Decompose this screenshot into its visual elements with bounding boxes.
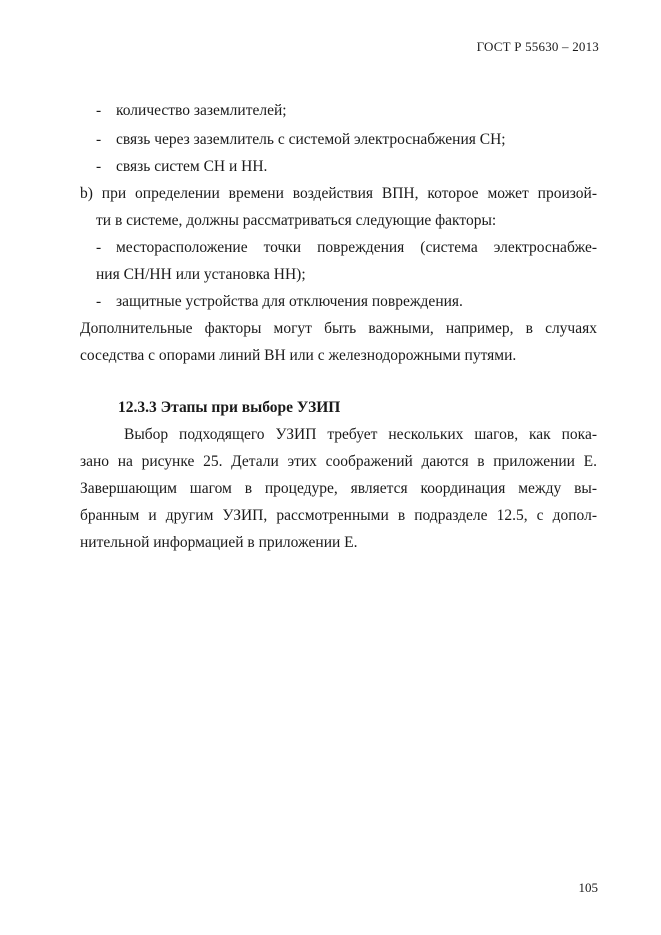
section-heading: 12.3.3 Этапы при выборе УЗИП xyxy=(118,399,341,416)
list-item xyxy=(96,238,597,258)
paragraph-line: Дополнительные факторы могут быть важными, например, в случаях xyxy=(80,320,597,337)
paragraph-line: нительной информацией в приложении Е. xyxy=(80,534,358,551)
paragraph-line: соседства с опорами линий ВН или с железнодорожными путями. xyxy=(80,347,517,364)
list-item-text: количество заземлителей; xyxy=(116,102,287,119)
list-item-continuation: ния СН/НН или установка НН); xyxy=(96,266,306,283)
page-number: 105 xyxy=(578,880,598,895)
paragraph-line: бранным и другим УЗИП, рассмотренными в подразделе 12.5, с допол- xyxy=(80,507,597,524)
list-item xyxy=(96,101,613,121)
paragraph-line: Завершающим шагом в процедуре, является координация между вы- xyxy=(80,480,597,497)
list-item-text: месторасположение точки повреждения (система электроснабже- xyxy=(116,239,597,256)
dash-marker: - xyxy=(96,293,102,310)
dash-marker: - xyxy=(96,102,102,119)
paragraph-line: Выбор подходящего УЗИП требует нескольких шагов, как пока- xyxy=(124,426,597,443)
list-item xyxy=(96,157,613,177)
list-item xyxy=(96,130,613,150)
list-item-text: защитные устройства для отключения повреждения. xyxy=(116,293,463,310)
list-item xyxy=(96,292,597,312)
item-b-line-2: ти в системе, должны рассматриваться следующие факторы: xyxy=(96,212,497,229)
dash-marker: - xyxy=(96,158,102,175)
item-b-line-1: b) при определении времени воздействия ВПН, которое может произой- xyxy=(80,185,597,202)
list-item-text: связь через заземлитель с системой электроснабжения СН; xyxy=(116,131,506,148)
paragraph-line: зано на рисунке 25. Детали этих соображений даются в приложении Е. xyxy=(80,453,597,470)
dash-marker: - xyxy=(96,131,102,148)
list-item-text: связь систем СН и НН. xyxy=(116,158,268,175)
dash-marker: - xyxy=(96,239,102,256)
page-header: ГОСТ Р 55630 – 2013 xyxy=(476,39,599,54)
